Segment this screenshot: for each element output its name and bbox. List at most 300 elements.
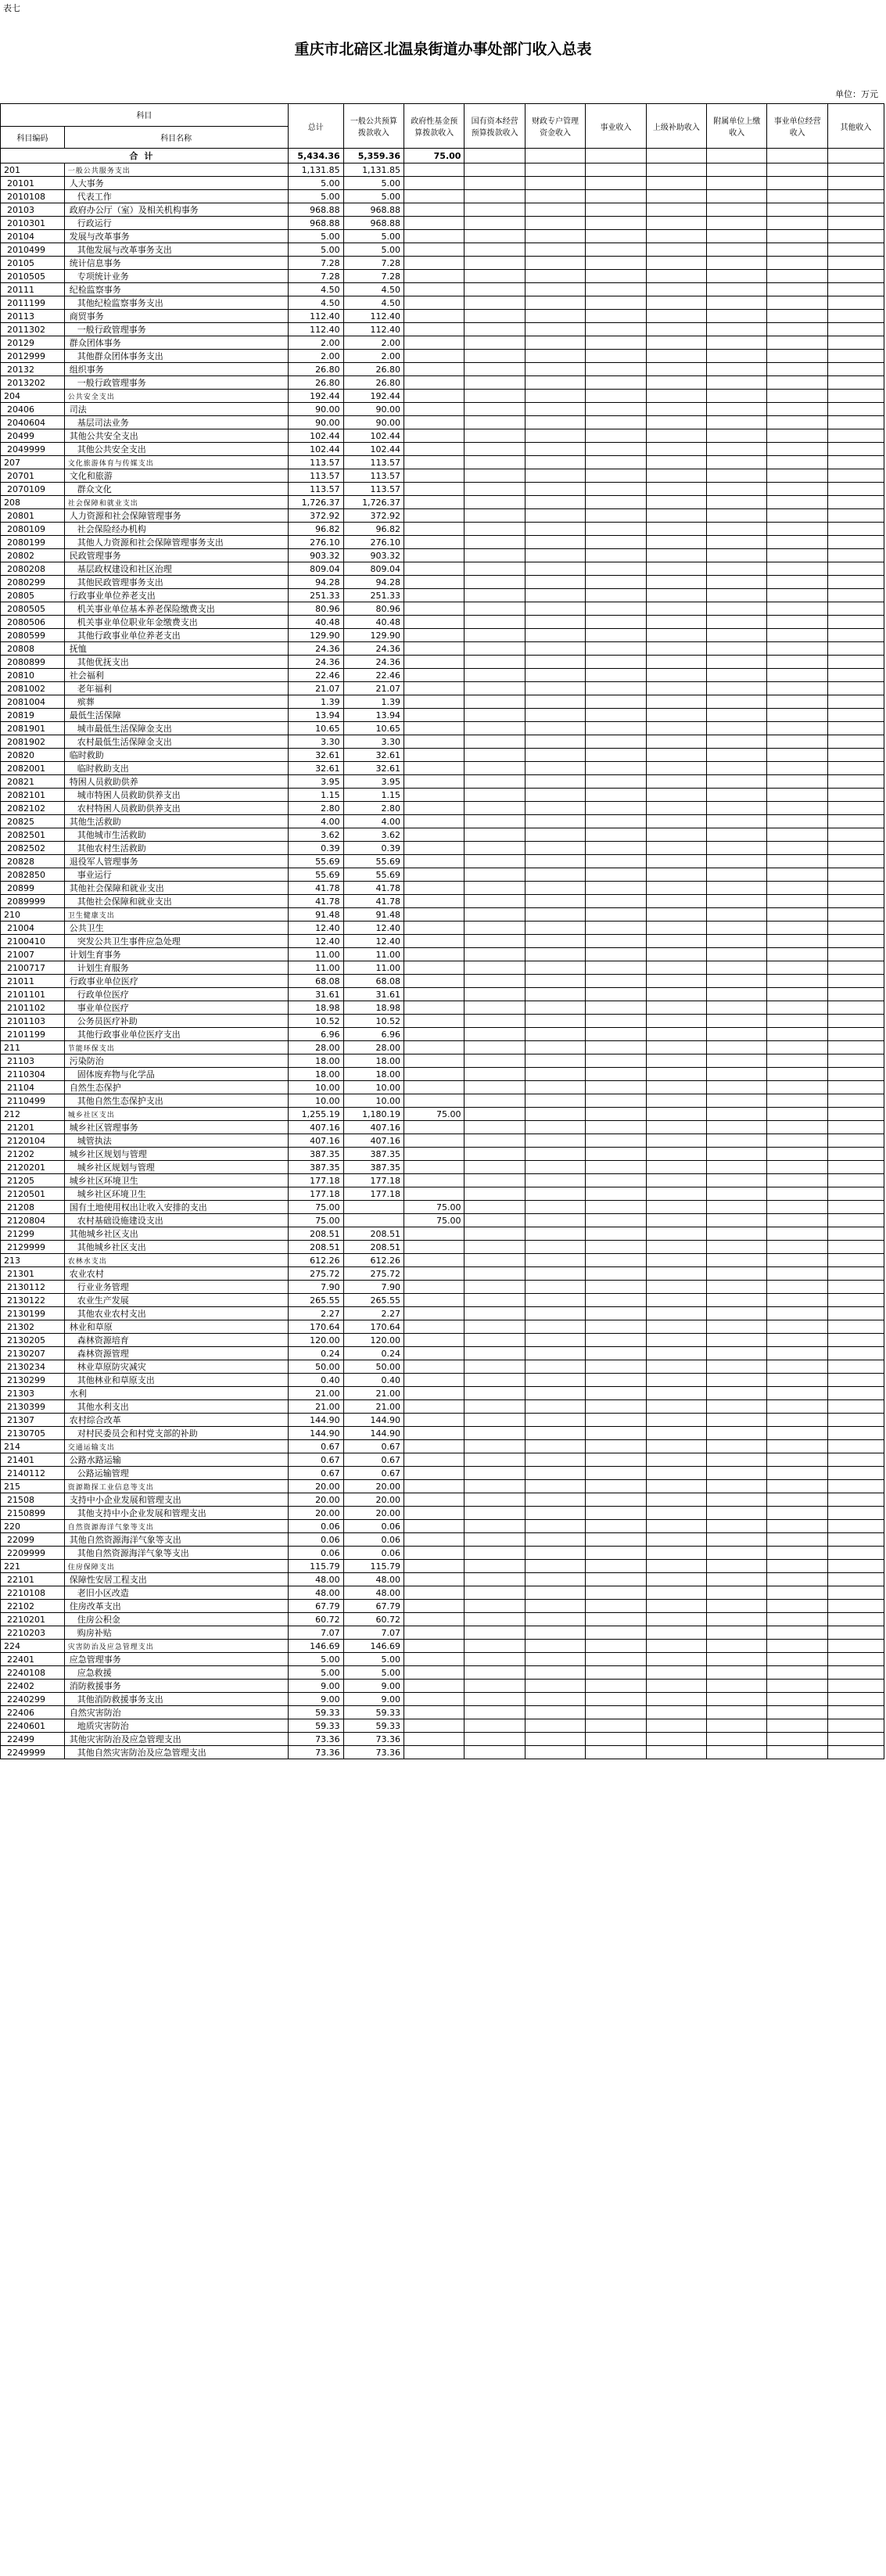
- empty-cell: [767, 1440, 827, 1453]
- fund-budget-amount: [404, 549, 465, 562]
- subject-code: 207: [1, 456, 65, 469]
- empty-cell: [827, 217, 884, 230]
- table-row: [1, 163, 884, 177]
- empty-cell: [465, 469, 525, 483]
- subject-code: 2130299: [1, 1374, 65, 1387]
- empty-cell: [827, 1653, 884, 1666]
- empty-cell: [525, 602, 585, 616]
- empty-cell: [707, 1001, 767, 1015]
- empty-cell: [827, 323, 884, 336]
- empty-cell: [646, 576, 706, 589]
- empty-cell: [707, 1187, 767, 1201]
- empty-cell: [465, 1028, 525, 1041]
- table-row: [1, 243, 884, 257]
- empty-cell: [707, 1015, 767, 1028]
- total-amount: 407.16: [288, 1134, 343, 1148]
- empty-cell: [827, 815, 884, 828]
- empty-cell: [767, 656, 827, 669]
- empty-cell: [707, 1108, 767, 1121]
- empty-cell: [465, 1161, 525, 1174]
- empty-cell: [586, 1573, 646, 1586]
- empty-cell: [465, 922, 525, 935]
- general-budget-amount: 0.06: [343, 1520, 404, 1533]
- empty-cell: [525, 350, 585, 363]
- empty-cell: [646, 283, 706, 296]
- fund-budget-amount: [404, 1174, 465, 1187]
- table-row: [1, 1586, 884, 1600]
- total-amount: 9.00: [288, 1680, 343, 1693]
- empty-cell: [525, 1414, 585, 1427]
- empty-cell: [646, 429, 706, 443]
- empty-cell: [465, 1493, 525, 1507]
- general-budget-amount: 407.16: [343, 1134, 404, 1148]
- subject-code: 2240299: [1, 1693, 65, 1706]
- empty-cell: [525, 416, 585, 429]
- empty-cell: [646, 1121, 706, 1134]
- subject-name: 林业草原防灾减灾: [64, 1360, 288, 1374]
- empty-cell: [767, 1121, 827, 1134]
- empty-cell: [767, 669, 827, 682]
- empty-cell: [525, 908, 585, 922]
- empty-cell: [586, 350, 646, 363]
- total-amount: 4.50: [288, 283, 343, 296]
- empty-cell: [525, 1360, 585, 1374]
- table-row: [1, 1134, 884, 1148]
- empty-cell: [646, 1480, 706, 1493]
- subject-code: 20808: [1, 642, 65, 656]
- empty-cell: [465, 483, 525, 496]
- empty-cell: [465, 682, 525, 695]
- empty-cell: [586, 1640, 646, 1653]
- fund-budget-amount: [404, 1666, 465, 1680]
- empty-cell: [586, 1281, 646, 1294]
- empty-cell: [707, 935, 767, 948]
- empty-cell: [525, 336, 585, 350]
- empty-cell: [827, 270, 884, 283]
- empty-cell: [767, 243, 827, 257]
- general-budget-amount: 73.36: [343, 1733, 404, 1746]
- subject-code: 20105: [1, 257, 65, 270]
- subject-code: 2089999: [1, 895, 65, 908]
- empty-cell: [646, 483, 706, 496]
- empty-cell: [586, 961, 646, 975]
- empty-cell: [707, 1653, 767, 1666]
- general-budget-amount: 55.69: [343, 868, 404, 882]
- subject-name: 其他林业和草原支出: [64, 1374, 288, 1387]
- empty-cell: [767, 1174, 827, 1187]
- empty-cell: [767, 988, 827, 1001]
- fund-budget-amount: 75.00: [404, 1108, 465, 1121]
- fund-budget-amount: [404, 868, 465, 882]
- empty-cell: [525, 562, 585, 576]
- total-amount: 67.79: [288, 1600, 343, 1613]
- fund-budget-amount: [404, 1161, 465, 1174]
- empty-cell: [465, 1600, 525, 1613]
- subject-name: 行政事业单位医疗: [64, 975, 288, 988]
- total-amount: 0.67: [288, 1453, 343, 1467]
- subject-name: 其他社会保障和就业支出: [64, 882, 288, 895]
- empty-cell: [827, 350, 884, 363]
- subject-name: 基层政权建设和社区治理: [64, 562, 288, 576]
- empty-cell: [465, 1307, 525, 1320]
- general-budget-amount: 40.48: [343, 616, 404, 629]
- fund-budget-amount: [404, 190, 465, 203]
- empty-cell: [707, 323, 767, 336]
- empty-cell: [586, 589, 646, 602]
- fund-budget-amount: [404, 1134, 465, 1148]
- general-budget-amount: 2.00: [343, 350, 404, 363]
- empty-cell: [646, 589, 706, 602]
- subject-code: 2013202: [1, 376, 65, 390]
- empty-cell: [707, 642, 767, 656]
- empty-cell: [525, 695, 585, 709]
- total-amount: 2.00: [288, 336, 343, 350]
- general-budget-amount: 68.08: [343, 975, 404, 988]
- table-row: [1, 429, 884, 443]
- total-amount: 1,131.85: [288, 163, 343, 177]
- total-amount: 276.10: [288, 536, 343, 549]
- empty-cell: [707, 283, 767, 296]
- empty-cell: [525, 1320, 585, 1334]
- empty-cell: [646, 177, 706, 190]
- general-budget-amount: 1,131.85: [343, 163, 404, 177]
- general-budget-amount: 20.00: [343, 1507, 404, 1520]
- total-amount: 22.46: [288, 669, 343, 682]
- empty-cell: [707, 1201, 767, 1214]
- total-amount: 91.48: [288, 908, 343, 922]
- empty-cell: [707, 1586, 767, 1600]
- empty-cell: [465, 496, 525, 509]
- empty-cell: [525, 1400, 585, 1414]
- empty-cell: [465, 642, 525, 656]
- general-budget-amount: 144.90: [343, 1427, 404, 1440]
- total-amount: 10.00: [288, 1081, 343, 1094]
- page-title: 重庆市北碚区北温泉街道办事处部门收入总表: [294, 41, 592, 58]
- empty-cell: [465, 1227, 525, 1241]
- empty-cell: [525, 895, 585, 908]
- subject-name: 殡葬: [64, 695, 288, 709]
- total-fund: 75.00: [404, 149, 465, 163]
- empty-cell: [646, 1241, 706, 1254]
- subject-name: 保障性安居工程支出: [64, 1573, 288, 1586]
- empty-cell: [465, 177, 525, 190]
- empty-cell: [525, 230, 585, 243]
- empty-cell: [465, 1613, 525, 1626]
- empty-cell: [707, 789, 767, 802]
- subject-code: 2129999: [1, 1241, 65, 1254]
- empty-cell: [767, 1746, 827, 1759]
- empty-cell: [827, 828, 884, 842]
- subject-name: 其他纪检监察事务支出: [64, 296, 288, 310]
- empty-cell: [646, 1600, 706, 1613]
- subject-code: 20819: [1, 709, 65, 722]
- general-budget-amount: 265.55: [343, 1294, 404, 1307]
- empty-cell: [767, 523, 827, 536]
- empty-cell: [525, 1108, 585, 1121]
- general-budget-amount: 80.96: [343, 602, 404, 616]
- subject-name: 突发公共卫生事件应急处理: [64, 935, 288, 948]
- empty-cell: [525, 1015, 585, 1028]
- empty-cell: [586, 336, 646, 350]
- empty-cell: [525, 1267, 585, 1281]
- empty-cell: [827, 1281, 884, 1294]
- empty-cell: [827, 1054, 884, 1068]
- empty-cell: [707, 762, 767, 775]
- empty-cell: [827, 1440, 884, 1453]
- empty-cell: [586, 1440, 646, 1453]
- empty-cell: [827, 1520, 884, 1533]
- empty-cell: [767, 775, 827, 789]
- empty-cell: [827, 1600, 884, 1613]
- empty-cell: [707, 922, 767, 935]
- empty-cell: [827, 882, 884, 895]
- subject-name: 群众文化: [64, 483, 288, 496]
- subject-name: 其他自然资源海洋气象等支出: [64, 1547, 288, 1560]
- empty-cell: [586, 283, 646, 296]
- general-budget-amount: [343, 1201, 404, 1214]
- fund-budget-amount: [404, 762, 465, 775]
- table-row: [1, 1626, 884, 1640]
- empty-cell: [525, 802, 585, 815]
- total-amount: 144.90: [288, 1414, 343, 1427]
- table-row: [1, 589, 884, 602]
- empty-cell: [525, 1294, 585, 1307]
- subject-name: 公务员医疗补助: [64, 1015, 288, 1028]
- total-amount: 96.82: [288, 523, 343, 536]
- empty-cell: [465, 616, 525, 629]
- general-budget-amount: 21.07: [343, 682, 404, 695]
- empty-cell: [465, 1453, 525, 1467]
- subject-name: 应急管理事务: [64, 1653, 288, 1666]
- empty-cell: [827, 1028, 884, 1041]
- subject-code: 22499: [1, 1733, 65, 1746]
- table-row: [1, 1028, 884, 1041]
- empty-cell: [525, 1693, 585, 1706]
- empty-cell: [707, 1507, 767, 1520]
- empty-cell: [525, 1068, 585, 1081]
- empty-cell: [525, 1533, 585, 1547]
- subject-code: 2049999: [1, 443, 65, 456]
- empty-cell: [827, 709, 884, 722]
- empty-cell: [465, 815, 525, 828]
- empty-cell: [586, 1719, 646, 1733]
- table-row: [1, 895, 884, 908]
- empty-cell: [827, 722, 884, 735]
- subject-code: 2081002: [1, 682, 65, 695]
- empty-cell: [465, 1719, 525, 1733]
- fund-budget-amount: [404, 815, 465, 828]
- subject-code: 2140112: [1, 1467, 65, 1480]
- empty-cell: [707, 163, 767, 177]
- general-budget-amount: 26.80: [343, 376, 404, 390]
- empty-cell: [767, 296, 827, 310]
- total-amount: 372.92: [288, 509, 343, 523]
- fund-budget-amount: [404, 496, 465, 509]
- empty-cell: [767, 1041, 827, 1054]
- empty-cell: [767, 1453, 827, 1467]
- empty-cell: [465, 1148, 525, 1161]
- empty-cell: [525, 855, 585, 868]
- total-amount: 0.40: [288, 1374, 343, 1387]
- empty-cell: [465, 190, 525, 203]
- empty-cell: [827, 1015, 884, 1028]
- empty-cell: [827, 948, 884, 961]
- subject-name: 国有土地使用权出让收入安排的支出: [64, 1201, 288, 1214]
- general-budget-amount: 903.32: [343, 549, 404, 562]
- empty-cell: [525, 1600, 585, 1613]
- general-budget-amount: 5.00: [343, 190, 404, 203]
- empty-cell: [586, 1001, 646, 1015]
- empty-cell: [827, 1480, 884, 1493]
- empty-cell: [465, 217, 525, 230]
- empty-cell: [767, 908, 827, 922]
- total-amount: 50.00: [288, 1360, 343, 1374]
- subject-code: 21103: [1, 1054, 65, 1068]
- table-row: [1, 1347, 884, 1360]
- general-budget-amount: 32.61: [343, 762, 404, 775]
- col-header: 其他收入: [827, 104, 884, 149]
- total-amount: 407.16: [288, 1121, 343, 1134]
- subject-name: 购房补贴: [64, 1626, 288, 1640]
- empty-cell: [827, 1706, 884, 1719]
- total-amount: 7.28: [288, 257, 343, 270]
- subject-name: 城市特困人员救助供养支出: [64, 789, 288, 802]
- table-row: [1, 469, 884, 483]
- subject-code: 20805: [1, 589, 65, 602]
- empty-cell: [646, 1281, 706, 1294]
- total-amount: 0.06: [288, 1533, 343, 1547]
- empty-cell: [767, 616, 827, 629]
- empty-cell: [767, 1001, 827, 1015]
- empty-cell: [525, 456, 585, 469]
- empty-cell: [646, 948, 706, 961]
- empty-cell: [767, 1693, 827, 1706]
- empty-cell: [646, 1400, 706, 1414]
- subject-code: 220: [1, 1520, 65, 1533]
- general-budget-amount: 968.88: [343, 203, 404, 217]
- empty-cell: [465, 1041, 525, 1054]
- empty-cell: [827, 1201, 884, 1214]
- total-amount: 24.36: [288, 656, 343, 669]
- empty-cell: [465, 203, 525, 217]
- general-budget-amount: 177.18: [343, 1174, 404, 1187]
- empty-cell: [767, 403, 827, 416]
- subject-name: 灾害防治及应急管理支出: [64, 1640, 288, 1653]
- empty-cell: [525, 536, 585, 549]
- empty-cell: [767, 390, 827, 403]
- fund-budget-amount: [404, 1374, 465, 1387]
- empty-cell: [767, 1334, 827, 1347]
- table-row: [1, 1746, 884, 1759]
- empty-cell: [525, 1028, 585, 1041]
- subject-code: 2040604: [1, 416, 65, 429]
- table-row: [1, 1174, 884, 1187]
- subject-code: 2110499: [1, 1094, 65, 1108]
- general-budget-amount: 251.33: [343, 589, 404, 602]
- empty-cell: [827, 562, 884, 576]
- table-row: [1, 695, 884, 709]
- empty-cell: [586, 1294, 646, 1307]
- total-amount: 5.00: [288, 1653, 343, 1666]
- empty-cell: [827, 1467, 884, 1480]
- table-row: [1, 177, 884, 190]
- empty-cell: [827, 549, 884, 562]
- empty-cell: [827, 1108, 884, 1121]
- empty-cell: [586, 669, 646, 682]
- subject-name: 机关事业单位基本养老保险缴费支出: [64, 602, 288, 616]
- empty-cell: [586, 1453, 646, 1467]
- total-amount: 129.90: [288, 629, 343, 642]
- general-budget-amount: 59.33: [343, 1719, 404, 1733]
- empty-cell: [646, 1440, 706, 1453]
- fund-budget-amount: [404, 217, 465, 230]
- subject-code: 2101101: [1, 988, 65, 1001]
- total-amount: 251.33: [288, 589, 343, 602]
- empty-cell: [465, 429, 525, 443]
- empty-cell: [646, 895, 706, 908]
- empty-cell: [465, 296, 525, 310]
- empty-cell: [767, 1613, 827, 1626]
- empty-cell: [586, 177, 646, 190]
- col-header: 上级补助收入: [646, 104, 706, 149]
- empty-cell: [707, 429, 767, 443]
- empty-cell: [646, 456, 706, 469]
- empty-cell: [767, 1560, 827, 1573]
- subject-code: 2082502: [1, 842, 65, 855]
- total-amount: 0.67: [288, 1440, 343, 1453]
- empty-cell: [827, 1347, 884, 1360]
- subject-code: 2070109: [1, 483, 65, 496]
- empty-cell: [586, 828, 646, 842]
- subject-code: 215: [1, 1480, 65, 1493]
- fund-budget-amount: [404, 350, 465, 363]
- empty-cell: [525, 1001, 585, 1015]
- table-row: [1, 1374, 884, 1387]
- subject-name: 临时救助支出: [64, 762, 288, 775]
- empty-cell: [525, 1467, 585, 1480]
- subject-code: 204: [1, 390, 65, 403]
- empty-cell: [646, 1068, 706, 1081]
- empty-cell: [646, 1001, 706, 1015]
- subject-code: 201: [1, 163, 65, 177]
- subject-name: 其他农业农村支出: [64, 1307, 288, 1320]
- empty-cell: [707, 536, 767, 549]
- empty-cell: [465, 1094, 525, 1108]
- empty-cell: [827, 682, 884, 695]
- empty-cell: [827, 403, 884, 416]
- empty-cell: [707, 1041, 767, 1054]
- general-budget-amount: 55.69: [343, 855, 404, 868]
- subject-name: 公路运输管理: [64, 1467, 288, 1480]
- empty-cell: [767, 1719, 827, 1733]
- subject-code: 20899: [1, 882, 65, 895]
- general-budget-amount: 170.64: [343, 1320, 404, 1334]
- empty-cell: [827, 1533, 884, 1547]
- subject-name: 其他自然生态保护支出: [64, 1094, 288, 1108]
- empty-cell: [767, 1267, 827, 1281]
- fund-budget-amount: [404, 163, 465, 177]
- fund-budget-amount: [404, 416, 465, 429]
- empty-cell: [525, 1493, 585, 1507]
- empty-cell: [586, 1187, 646, 1201]
- empty-cell: [586, 1028, 646, 1041]
- fund-budget-amount: [404, 1586, 465, 1600]
- empty-cell: [767, 1626, 827, 1640]
- empty-cell: [586, 509, 646, 523]
- subject-name: 专项统计业务: [64, 270, 288, 283]
- fund-budget-amount: [404, 469, 465, 483]
- total-amount: 115.79: [288, 1560, 343, 1573]
